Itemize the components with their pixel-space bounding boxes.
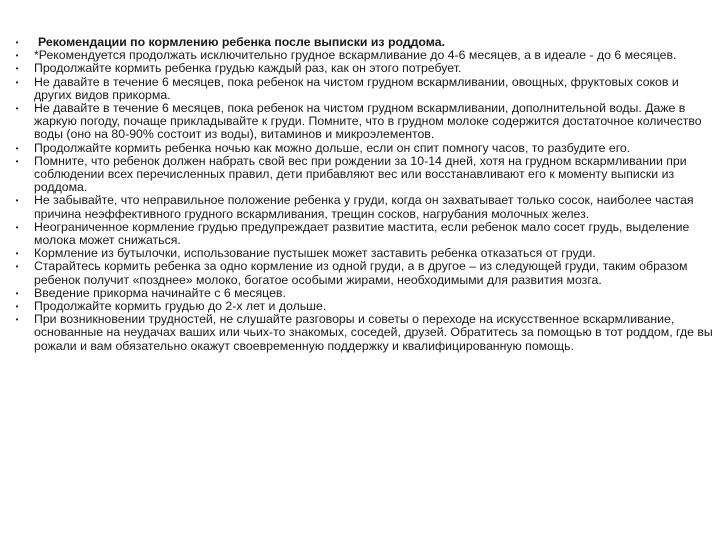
list-item-text: Введение прикорма начинайте с 6 месяцев.: [34, 285, 286, 300]
list-item-text: Продолжайте кормить ребенка ночью как можно дольше, если он спит помногу часов, то разбудите его.: [34, 140, 631, 155]
list-item-text: Не давайте в течение 6 месяцев, пока ребенок на чистом грудном вскармливании, овощных, фруктовых соков и других видов прикорма.: [34, 74, 679, 102]
list-item: [0, 221, 720, 247]
list-item-text: Помните, что ребенок должен набрать свой вес при рождении за 10-14 дней, хотя на грудном вскармливании при соблюдении всех перечисленных правил, дети прибавляют вес или восстанавливают его к моменту выписки из роддома.: [34, 153, 687, 195]
bullet-icon: •: [15, 222, 19, 232]
list-item: [0, 313, 720, 353]
bullet-icon: •: [15, 64, 19, 74]
bullet-icon: •: [15, 262, 19, 272]
recommendations-list: [0, 36, 720, 353]
bullet-icon: •: [15, 38, 19, 47]
list-item-text: Не давайте в течение 6 месяцев, пока ребенок на чистом грудном вскармливании, дополнительной воды. Даже в жаркую погоду, почаще прикладывайте к груди. Помните, что в грудном молоке содержится достаточное количество воды (оно на 80-90% состоит из воды), витаминов и микроэлементов.: [34, 101, 702, 142]
bullet-icon: •: [15, 104, 19, 114]
bullet-icon: •: [15, 196, 19, 206]
list-item-text: Старайтесь кормить ребенка за одно кормление из одной груди, а в другое – из следующей груди, таким образом ребенок получит «позднее» молоко, богатое особыми жирами, необходимыми для развития мозга.: [34, 259, 688, 287]
bullet-icon: •: [15, 77, 19, 87]
bullet-icon: •: [15, 143, 19, 153]
list-item-text: *Рекомендуется продолжать исключительно грудное вскармливание до 4-6 месяцев, а в идеале - до 6 месяцев.: [34, 48, 677, 63]
list-item-text: Продолжайте кормить ребенка грудью каждый раз, как он этого потребует.: [34, 61, 462, 76]
list-item: [0, 62, 720, 75]
list-item-text: При возникновении трудностей, не слушайте разговоры и советы о переходе на искусственное вскармливание, основанные на неудачах ваших или чьих-то знакомых, соседей, друзей. Обратитесь за помощью в тот роддом, где вы рожали и вам обязательно окажут своевременную поддержку и квалифицированную помощь.: [34, 312, 713, 353]
list-item: [0, 260, 720, 286]
bullet-icon: •: [15, 315, 19, 325]
list-item: [0, 142, 720, 155]
list-item-text: Не забывайте, что неправильное положение ребенка у груди, когда он захватывает только сосок, наиболее частая причина неэффективного грудного вскармливания, трещин сосков, нагрубания молочных желез.: [34, 193, 694, 221]
document-page: [0, 36, 720, 353]
list-item-text: Неограниченное кормление грудью предупреждает развитие мастита, если ребенок мало сосет грудь, выделение молока может снижаться.: [34, 219, 690, 248]
bullet-icon: •: [15, 156, 19, 166]
list-item-text: Кормление из бутылочки, использование пустышек может заставить ребенка отказаться от груди.: [34, 246, 596, 261]
bullet-icon: •: [15, 302, 19, 312]
document-title: Рекомендации по кормлению ребенка после выписки из роддома.: [38, 35, 445, 49]
list-item: [0, 194, 720, 220]
bullet-icon: •: [15, 249, 19, 259]
list-item: [0, 76, 720, 102]
bullet-icon: •: [15, 288, 19, 298]
bullet-icon: •: [15, 51, 19, 61]
list-item: [0, 102, 720, 142]
list-item-text: Продолжайте кормить грудью до 2-х лет и дольше.: [34, 299, 327, 314]
list-item: [0, 155, 720, 195]
